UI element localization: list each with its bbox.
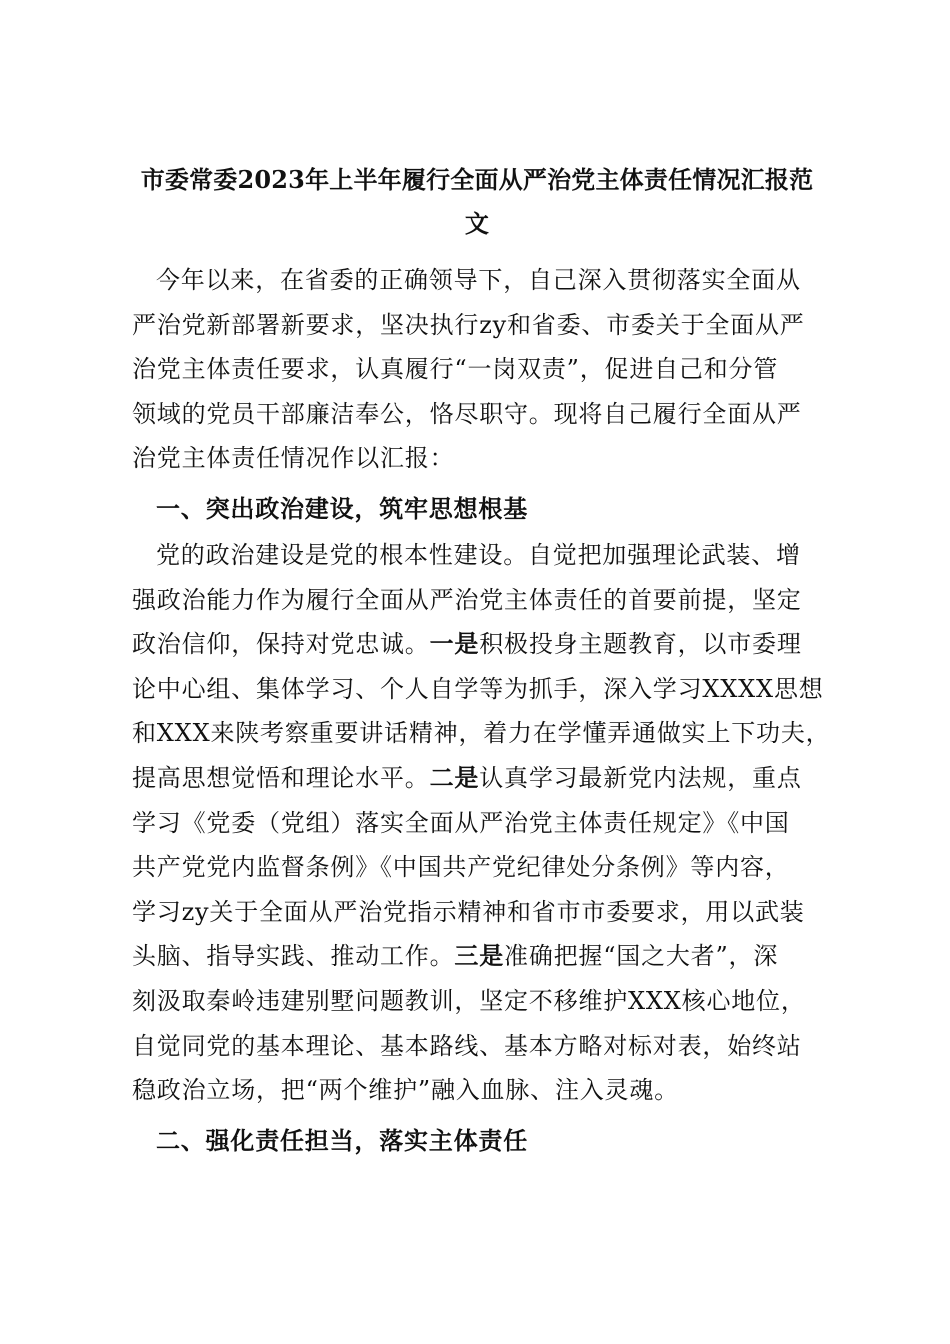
intro-line: 领域的党员干部廉洁奉公，恪尽职守。现将自己履行全面从严 xyxy=(132,399,802,428)
body-line: 学习zy关于全面从严治党指示精神和省市市委要求，用以武装 xyxy=(132,897,805,926)
section-2-heading: 二、强化责任担当，落实主体责任 xyxy=(156,1125,528,1155)
body-line: 稳政治立场，把“两个维护”融入血脉、注入灵魂。 xyxy=(132,1076,679,1105)
document-title xyxy=(132,158,822,246)
body-line: 刻汲取秦岭违建别墅问题教训，坚定不移维护XXX核心地位， xyxy=(132,986,806,1015)
intro-line: 治党主体责任情况作以汇报： xyxy=(132,444,455,473)
intro-paragraph xyxy=(132,258,822,481)
body-line: 共产党党内监督条例》《中国共产党纪律处分条例》等内容， xyxy=(132,853,790,882)
body-line xyxy=(132,934,822,979)
section-1-paragraph xyxy=(132,533,831,1113)
title-line-1: 市委常委2023年上半年履行全面从严治党主体责任情况汇报范 xyxy=(140,165,814,194)
point-marker-2: 二是 xyxy=(429,762,480,792)
point-marker-1: 一是 xyxy=(429,629,480,659)
intro-line: 治党主体责任要求，认真履行“一岗双责”，促进自己和分管 xyxy=(132,355,779,384)
body-line: 论中心组、集体学习、个人自学等为抓手，深入学习XXXX思想 xyxy=(132,674,824,703)
body-text: 提高思想觉悟和理论水平。 xyxy=(132,763,430,792)
body-text: 政治信仰，保持对党忠诚。 xyxy=(132,630,430,659)
title-line-2: 文 xyxy=(464,209,490,238)
intro-line: 今年以来，在省委的正确领导下，自己深入贯彻落实全面从 xyxy=(156,266,801,294)
body-line xyxy=(132,622,822,667)
body-line: 自觉同党的基本理论、基本路线、基本方略对标对表，始终站 xyxy=(132,1031,802,1060)
body-text: 认真学习最新党内法规，重点 xyxy=(479,763,802,792)
body-line: 强政治能力作为履行全面从严治党主体责任的首要前提，坚定 xyxy=(132,585,802,614)
body-line: 党的政治建设是党的根本性建设。自觉把加强理论武装、增 xyxy=(156,540,801,569)
body-line: 学习《党委（党组）落实全面从严治党主体责任规定》《中国 xyxy=(132,808,790,837)
point-marker-3: 三是 xyxy=(454,941,505,971)
body-line xyxy=(132,756,822,801)
body-text: 积极投身主题教育，以市委理 xyxy=(479,630,802,659)
section-1-heading: 一、突出政治建设，筑牢思想根基 xyxy=(156,493,528,523)
body-line: 和XXX来陕考察重要讲话精神，着力在学懂弄通做实上下功夫， xyxy=(132,719,831,748)
body-text: 头脑、指导实践、推动工作。 xyxy=(132,942,455,971)
body-text: 准确把握“国之大者”，深 xyxy=(504,942,779,971)
intro-line: 严治党新部署新要求，坚决执行zy和省委、市委关于全面从严 xyxy=(132,310,805,339)
